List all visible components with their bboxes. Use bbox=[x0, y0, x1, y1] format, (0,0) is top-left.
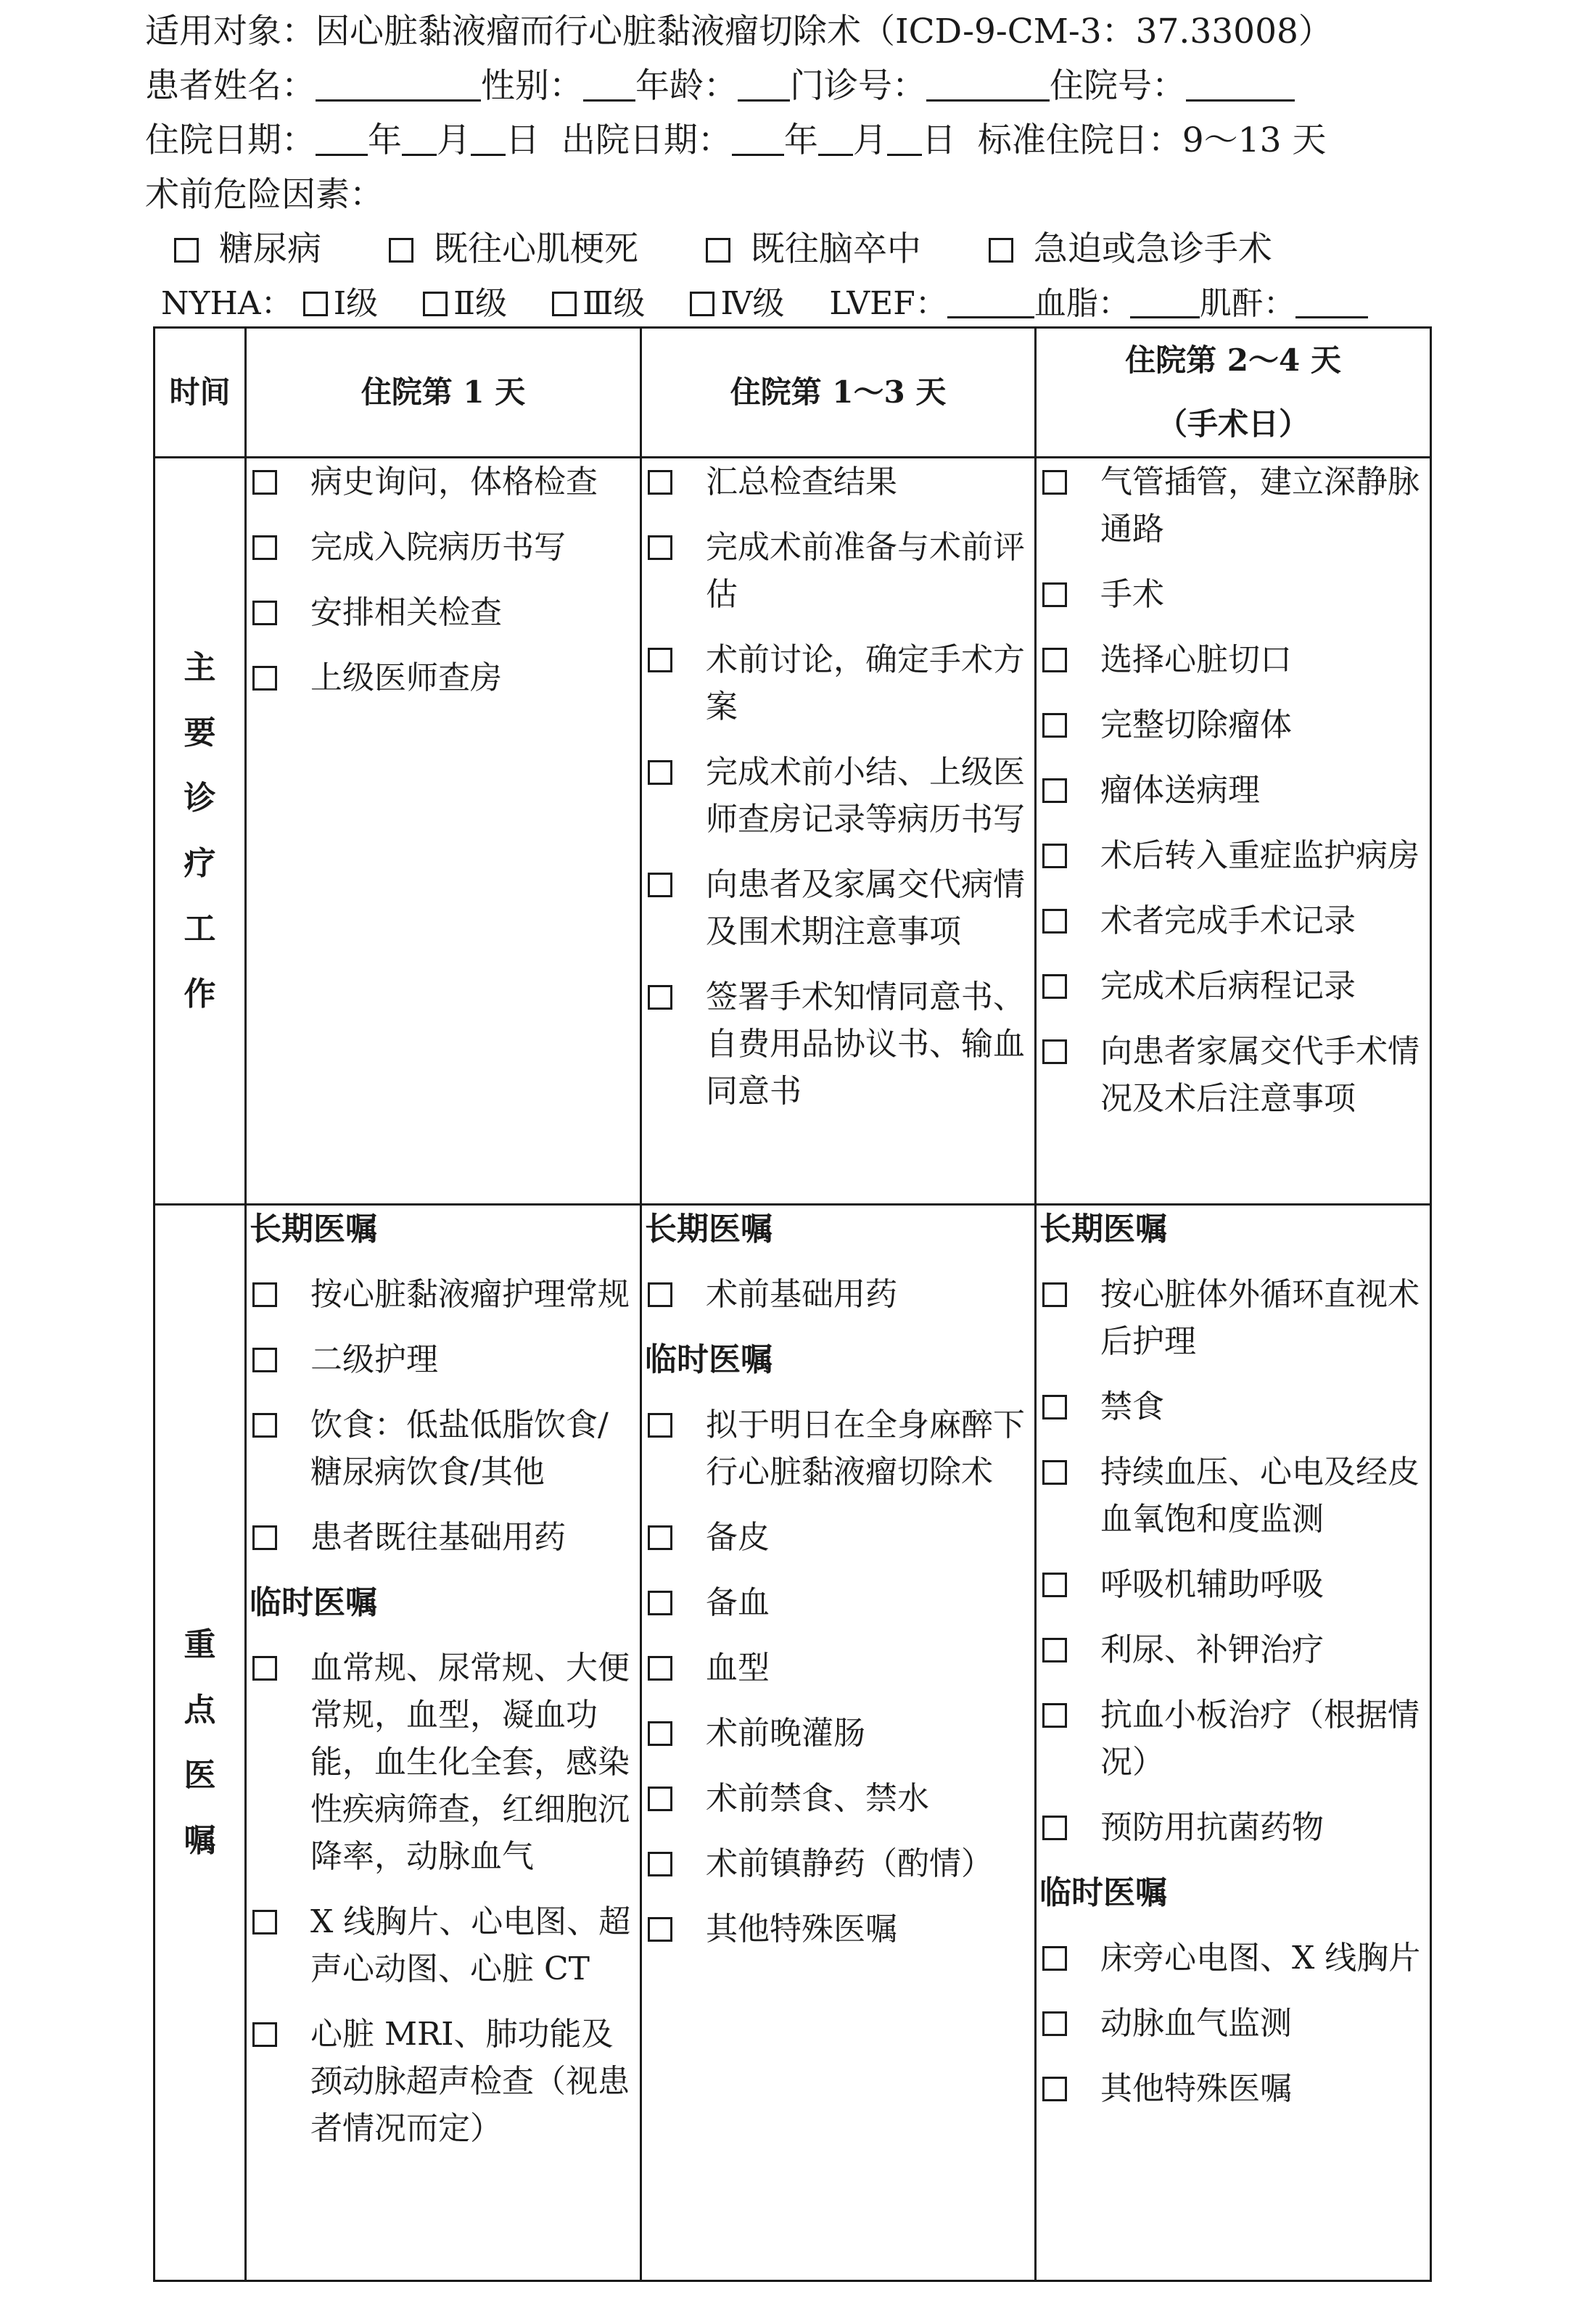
checklist-item-text: 向患者家属交代手术情况及术后注意事项 bbox=[1100, 1033, 1420, 1117]
checkbox[interactable] bbox=[1042, 2011, 1067, 2036]
checkbox[interactable] bbox=[552, 292, 577, 316]
sex-field[interactable] bbox=[583, 65, 635, 102]
discharge-day-field[interactable] bbox=[887, 119, 922, 156]
checklist-item[interactable] bbox=[247, 1514, 640, 1561]
checklist-item[interactable] bbox=[642, 861, 1034, 955]
risk-emergency-surgery[interactable]: 急迫或急诊手术 bbox=[989, 222, 1272, 276]
checkbox[interactable] bbox=[648, 1413, 672, 1438]
checklist-item-text: 安排相关检查 bbox=[310, 594, 502, 631]
discharge-date-label: 出院日期： bbox=[561, 120, 732, 160]
checkbox[interactable] bbox=[252, 2022, 277, 2047]
column-header-day2-4: 住院第 2～4 天 （手术日） bbox=[1036, 328, 1431, 458]
admit-month-unit: 月 bbox=[437, 120, 471, 160]
checklist-item-text: 汇总检查结果 bbox=[706, 463, 897, 500]
risk-factors bbox=[145, 222, 1451, 276]
risk-diabetes[interactable]: 糖尿病 bbox=[174, 222, 321, 276]
cell bbox=[641, 458, 1036, 1205]
cell bbox=[1036, 458, 1431, 1205]
checklist-item[interactable] bbox=[247, 654, 640, 701]
risk-prior-mi[interactable]: 既往心肌梗死 bbox=[389, 222, 638, 276]
nyha-label: NYHA： bbox=[161, 285, 293, 322]
inpatient-number-field[interactable] bbox=[1186, 65, 1295, 102]
checklist-item[interactable] bbox=[1037, 701, 1430, 749]
order-section-title: 长期医嘱 bbox=[645, 1211, 773, 1248]
checkbox[interactable] bbox=[1042, 582, 1067, 607]
row-label-char: 医 bbox=[184, 1756, 216, 1794]
admit-date-label: 住院日期： bbox=[145, 120, 316, 160]
admit-day-field[interactable] bbox=[471, 119, 506, 156]
checklist-item-text: 饮食：低盐低脂饮食/糖尿病饮食/其他 bbox=[310, 1406, 609, 1491]
checklist-item-text: 其他特殊医嘱 bbox=[1100, 2070, 1292, 2107]
form-header bbox=[145, 4, 1451, 331]
checklist-item-text: X 线胸片、心电图、超声心动图、心脏 CT bbox=[310, 1903, 631, 1987]
checklist-item-text: 术前晚灌肠 bbox=[706, 1715, 865, 1752]
checklist-item[interactable] bbox=[642, 1271, 1034, 1318]
checkbox[interactable] bbox=[1042, 1638, 1067, 1662]
checklist-item[interactable] bbox=[247, 1271, 640, 1318]
checklist-item-text: 上级医师查房 bbox=[310, 659, 502, 696]
nyha-grade-4[interactable]: Ⅳ级 bbox=[690, 276, 784, 331]
checklist-item[interactable] bbox=[1037, 832, 1430, 879]
checkbox[interactable] bbox=[648, 873, 672, 897]
checklist-item[interactable] bbox=[642, 973, 1034, 1115]
checkbox[interactable] bbox=[252, 601, 277, 625]
checkbox[interactable] bbox=[389, 238, 413, 263]
cell bbox=[1036, 1205, 1431, 2281]
nyha-line bbox=[145, 276, 1451, 331]
applicable-object: 适用对象：因心脏黏液瘤而行心脏黏液瘤切除术（ICD-9-CM-3：37.33008） bbox=[145, 12, 1332, 51]
order-section-title: 长期医嘱 bbox=[1039, 1211, 1167, 1248]
checkbox[interactable] bbox=[1042, 713, 1067, 738]
checkbox[interactable] bbox=[648, 1852, 672, 1876]
checklist-item-text: 术后转入重症监护病房 bbox=[1100, 837, 1420, 874]
checklist-item[interactable] bbox=[642, 1401, 1034, 1496]
checkbox[interactable] bbox=[690, 292, 714, 316]
checkbox[interactable] bbox=[1042, 1946, 1067, 1971]
row-label-char: 疗 bbox=[184, 844, 216, 882]
checklist-item[interactable] bbox=[1037, 2065, 1430, 2112]
checklist-item-text: 签署手术知情同意书、自费用品协议书、输血同意书 bbox=[706, 978, 1025, 1110]
checkbox[interactable] bbox=[1042, 778, 1067, 803]
checkbox[interactable] bbox=[648, 648, 672, 672]
checklist-item[interactable] bbox=[642, 1775, 1034, 1822]
lvef-field[interactable] bbox=[947, 281, 1034, 318]
checkbox[interactable] bbox=[1042, 470, 1067, 495]
checklist-item-text: 呼吸机辅助呼吸 bbox=[1100, 1566, 1324, 1603]
checklist-item-text: 病史询问，体格检查 bbox=[310, 463, 598, 500]
checklist-item[interactable] bbox=[1037, 897, 1430, 944]
checklist-item-text: 血常规、尿常规、大便常规，血型，凝血功能，血生化全套，感染性疾病筛查，红细胞沉降率，动脉血气 bbox=[310, 1649, 630, 1875]
row-label-char: 嘱 bbox=[184, 1821, 216, 1859]
checklist-item[interactable] bbox=[1037, 1449, 1430, 1543]
checkbox[interactable] bbox=[1042, 1816, 1067, 1840]
checkbox[interactable] bbox=[648, 1525, 672, 1550]
checklist-item[interactable] bbox=[247, 1644, 640, 1880]
checklist-item[interactable] bbox=[247, 458, 640, 506]
nyha-grade-2[interactable]: Ⅱ级 bbox=[423, 276, 507, 331]
checklist-item-text: 术前镇静药（酌情） bbox=[706, 1845, 993, 1882]
checklist-item[interactable] bbox=[1037, 2000, 1430, 2047]
checklist-item[interactable] bbox=[247, 1898, 640, 1993]
row-label-char: 要 bbox=[184, 714, 216, 751]
checkbox[interactable] bbox=[174, 238, 199, 263]
checkbox[interactable] bbox=[648, 1656, 672, 1681]
checklist-item-text: 完成入院病历书写 bbox=[310, 529, 566, 566]
checklist-item-text: 抗血小板治疗（根据情况） bbox=[1100, 1697, 1420, 1781]
checklist-item-text: 完整切除瘤体 bbox=[1100, 706, 1292, 743]
checkbox[interactable] bbox=[1042, 2077, 1067, 2101]
checkbox[interactable] bbox=[1042, 844, 1067, 868]
checklist-item[interactable] bbox=[1037, 458, 1430, 553]
checkbox[interactable] bbox=[252, 1413, 277, 1438]
checklist-item-text: 手术 bbox=[1100, 576, 1164, 613]
age-field[interactable] bbox=[738, 65, 790, 102]
checkbox[interactable] bbox=[1042, 1039, 1067, 1064]
order-section-title: 临时医嘱 bbox=[1039, 1874, 1167, 1911]
checkbox[interactable] bbox=[648, 1282, 672, 1307]
checklist-item-text: 床旁心电图、X 线胸片 bbox=[1100, 1940, 1421, 1977]
checklist-item[interactable] bbox=[1037, 1804, 1430, 1851]
checkbox[interactable] bbox=[1042, 1282, 1067, 1307]
row-label-char: 诊 bbox=[184, 779, 216, 817]
checkbox[interactable] bbox=[423, 292, 448, 316]
checklist-item-text: 按心脏黏液瘤护理常规 bbox=[310, 1276, 630, 1313]
checklist-item-text: 完成术后病程记录 bbox=[1100, 968, 1356, 1005]
row-label-char: 重 bbox=[184, 1625, 216, 1663]
patient-name-label: 患者姓名： bbox=[145, 66, 316, 106]
checklist-item-text: 二级护理 bbox=[310, 1341, 438, 1378]
checkbox[interactable] bbox=[648, 1721, 672, 1746]
admit-day-unit: 日 bbox=[506, 120, 540, 160]
checklist-item[interactable] bbox=[1037, 1271, 1430, 1365]
checklist-item[interactable] bbox=[1037, 1626, 1430, 1673]
cell bbox=[641, 1205, 1036, 2281]
time-header: 时间 bbox=[155, 328, 246, 458]
checklist-item-text: 术前基础用药 bbox=[706, 1276, 897, 1313]
checklist-item[interactable] bbox=[642, 749, 1034, 843]
checklist-item-text: 拟于明日在全身麻醉下行心脏黏液瘤切除术 bbox=[706, 1406, 1025, 1491]
key-orders-row bbox=[155, 1205, 1431, 2281]
checklist-item-text: 完成术前小结、上级医师查房记录等病历书写 bbox=[706, 754, 1025, 838]
checklist-item[interactable] bbox=[1037, 1934, 1430, 1982]
checklist-item[interactable] bbox=[247, 2011, 640, 2152]
checklist-item-text: 术前禁食、禁水 bbox=[706, 1780, 929, 1817]
checkbox[interactable] bbox=[1042, 1395, 1067, 1419]
checkbox[interactable] bbox=[648, 985, 672, 1010]
row-label-char: 工 bbox=[184, 910, 216, 947]
checklist-item-text: 选择心脏切口 bbox=[1100, 641, 1292, 678]
checkbox[interactable] bbox=[648, 760, 672, 785]
checkbox[interactable] bbox=[1042, 1573, 1067, 1597]
checkbox[interactable] bbox=[252, 1282, 277, 1307]
checklist-item[interactable] bbox=[1037, 1692, 1430, 1786]
discharge-year-unit: 年 bbox=[783, 120, 818, 160]
outpatient-label: 门诊号： bbox=[790, 66, 926, 106]
checkbox[interactable] bbox=[252, 1910, 277, 1934]
column-header-day1: 住院第 1 天 bbox=[246, 328, 641, 458]
checklist-item-text: 按心脏体外循环直视术后护理 bbox=[1100, 1276, 1420, 1360]
date-line bbox=[145, 113, 1451, 168]
checkbox[interactable] bbox=[252, 1656, 277, 1681]
age-label: 年龄： bbox=[635, 66, 738, 106]
checklist-item[interactable] bbox=[1037, 571, 1430, 618]
risk-prior-stroke[interactable]: 既往脑卒中 bbox=[706, 222, 921, 276]
checklist-item-text: 动脉血气监测 bbox=[1100, 2005, 1292, 2042]
checklist-item-text: 气管插管，建立深静脉通路 bbox=[1100, 463, 1420, 548]
row-label-char: 点 bbox=[184, 1691, 216, 1728]
discharge-day-unit: 日 bbox=[921, 120, 956, 160]
checklist-item-text: 术者完成手术记录 bbox=[1100, 902, 1356, 939]
admit-year-field[interactable] bbox=[316, 119, 368, 156]
checkbox[interactable] bbox=[706, 238, 730, 263]
discharge-month-unit: 月 bbox=[852, 120, 887, 160]
checklist-item[interactable] bbox=[1037, 1383, 1430, 1430]
lipid-field[interactable] bbox=[1130, 281, 1200, 318]
order-section-title: 临时医嘱 bbox=[250, 1584, 377, 1621]
checklist-item[interactable] bbox=[642, 524, 1034, 618]
checkbox[interactable] bbox=[1042, 648, 1067, 672]
checkbox[interactable] bbox=[303, 292, 328, 316]
sex-label: 性别： bbox=[481, 66, 583, 106]
checkbox[interactable] bbox=[252, 1348, 277, 1372]
outpatient-number-field[interactable] bbox=[926, 65, 1050, 102]
checklist-item-text: 备皮 bbox=[706, 1519, 770, 1556]
checklist-item-text: 术前讨论，确定手术方案 bbox=[706, 641, 1025, 725]
patient-name-field[interactable] bbox=[316, 65, 481, 102]
checklist-item-text: 禁食 bbox=[1100, 1388, 1164, 1425]
row-label-key-orders bbox=[155, 1205, 246, 2281]
checklist-item[interactable] bbox=[642, 1840, 1034, 1887]
cell bbox=[246, 458, 641, 1205]
checklist-item-text: 向患者及家属交代病情及围术期注意事项 bbox=[706, 866, 1025, 950]
main-work-row bbox=[155, 458, 1431, 1205]
order-section-title: 临时医嘱 bbox=[645, 1341, 773, 1378]
checkbox[interactable] bbox=[252, 1525, 277, 1550]
risk-title: 术前危险因素： bbox=[145, 175, 384, 215]
checklist-item[interactable] bbox=[247, 1336, 640, 1383]
inpatient-label: 住院号： bbox=[1050, 66, 1186, 106]
row-label-char: 作 bbox=[184, 975, 216, 1013]
clinical-pathway-table bbox=[153, 326, 1432, 2282]
checklist-item[interactable] bbox=[642, 1710, 1034, 1757]
creatinine-label: 肌酐： bbox=[1199, 285, 1295, 322]
checklist-item-text: 患者既往基础用药 bbox=[310, 1519, 566, 1556]
nyha-grade-3[interactable]: Ⅲ级 bbox=[552, 276, 645, 331]
checkbox[interactable] bbox=[648, 1591, 672, 1615]
checklist-item-text: 其他特殊医嘱 bbox=[706, 1911, 897, 1948]
checklist-item[interactable] bbox=[1037, 963, 1430, 1010]
order-section-title: 长期医嘱 bbox=[250, 1211, 377, 1248]
checklist-item-text: 备血 bbox=[706, 1584, 770, 1621]
checklist-item[interactable] bbox=[642, 1905, 1034, 1953]
checklist-item-text: 持续血压、心电及经皮血氧饱和度监测 bbox=[1100, 1454, 1420, 1538]
admit-month-field[interactable] bbox=[402, 119, 437, 156]
checkbox[interactable] bbox=[252, 470, 277, 495]
checklist-item-text: 心脏 MRI、肺功能及颈动脉超声检查（视患者情况而定） bbox=[310, 2016, 630, 2147]
checklist-item-text: 血型 bbox=[706, 1649, 770, 1686]
checklist-item-text: 利尿、补钾治疗 bbox=[1100, 1631, 1324, 1668]
checkbox[interactable] bbox=[989, 238, 1013, 263]
checklist-item[interactable] bbox=[642, 1579, 1034, 1626]
checklist-item[interactable] bbox=[247, 589, 640, 636]
checkbox[interactable] bbox=[648, 1917, 672, 1942]
column-header-day1-3: 住院第 1～3 天 bbox=[641, 328, 1036, 458]
standard-stay: 标准住院日：9～13 天 bbox=[977, 120, 1327, 160]
discharge-year-field[interactable] bbox=[732, 119, 784, 156]
cell bbox=[246, 1205, 641, 2281]
checklist-item-text: 完成术前准备与术前评估 bbox=[706, 529, 1025, 613]
checkbox[interactable] bbox=[1042, 974, 1067, 999]
checklist-item[interactable] bbox=[642, 1514, 1034, 1561]
admit-year-unit: 年 bbox=[368, 120, 402, 160]
checkbox[interactable] bbox=[252, 666, 277, 691]
lvef-label: LVEF： bbox=[829, 285, 947, 322]
checklist-item[interactable] bbox=[642, 636, 1034, 730]
checklist-item[interactable] bbox=[1037, 767, 1430, 814]
lipid-label: 血脂： bbox=[1034, 285, 1130, 322]
row-label-main-work bbox=[155, 458, 246, 1205]
checkbox[interactable] bbox=[1042, 909, 1067, 934]
checklist-item-text: 预防用抗菌药物 bbox=[1100, 1809, 1324, 1846]
table-header-row bbox=[155, 328, 1431, 458]
checklist-item[interactable] bbox=[642, 458, 1034, 506]
checklist-item[interactable] bbox=[247, 1401, 640, 1496]
checklist-item[interactable] bbox=[1037, 636, 1430, 683]
row-label-char: 主 bbox=[184, 648, 216, 686]
checkbox[interactable] bbox=[1042, 1703, 1067, 1728]
checklist-item-text: 瘤体送病理 bbox=[1100, 772, 1260, 809]
checkbox[interactable] bbox=[648, 1787, 672, 1811]
checklist-item[interactable] bbox=[247, 524, 640, 571]
checklist-item[interactable] bbox=[1037, 1028, 1430, 1122]
creatinine-field[interactable] bbox=[1295, 281, 1368, 318]
checkbox[interactable] bbox=[252, 535, 277, 560]
checkbox[interactable] bbox=[1042, 1460, 1067, 1485]
checklist-item[interactable] bbox=[1037, 1561, 1430, 1608]
discharge-month-field[interactable] bbox=[818, 119, 853, 156]
checkbox[interactable] bbox=[648, 535, 672, 560]
nyha-grade-1[interactable]: Ⅰ级 bbox=[303, 276, 378, 331]
checkbox[interactable] bbox=[648, 470, 672, 495]
checklist-item[interactable] bbox=[642, 1644, 1034, 1692]
patient-info-line bbox=[145, 59, 1451, 113]
